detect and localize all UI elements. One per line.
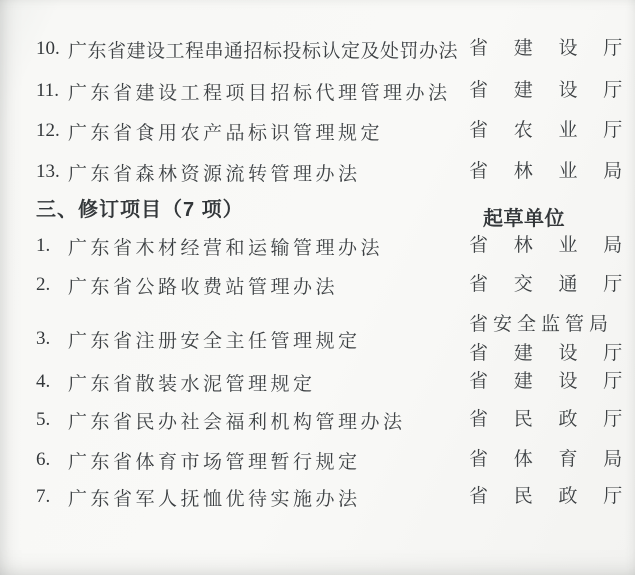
item-title: 广东省体育市场管理暂行规定 (68, 451, 361, 473)
item-title: 广东省公路收费站管理办法 (68, 276, 339, 298)
agency-line: 省 建 设 厅 (469, 343, 628, 364)
item-number: 12. (36, 120, 60, 141)
item-number: 1. (36, 235, 51, 256)
list-item (36, 310, 628, 368)
item-title: 广东省建设工程项目招标代理管理办法 (68, 82, 451, 104)
item-agency (469, 159, 628, 185)
agency-line: 省 建 设 厅 (469, 80, 628, 101)
item-agency (469, 78, 628, 104)
item-title: 广东省注册安全主任管理规定 (68, 330, 361, 352)
list-item (36, 272, 628, 298)
item-title: 广东省木材经营和运输管理办法 (68, 237, 384, 259)
item-title: 广东省散装水泥管理规定 (68, 373, 316, 395)
list-item (36, 233, 628, 259)
agency-line: 省 林 业 局 (469, 235, 628, 256)
agency-line: 省 交 通 厅 (469, 274, 628, 295)
item-agency (469, 36, 628, 62)
item-title: 广东省民办社会福利机构管理办法 (68, 411, 406, 433)
item-agency (469, 447, 628, 473)
item-number: 4. (36, 371, 51, 392)
item-agency (469, 310, 628, 368)
agency-line: 省安全监管局 (469, 314, 614, 335)
item-title: 广东省食用农产品标识管理规定 (68, 122, 384, 144)
item-number: 7. (36, 486, 51, 507)
item-number: 13. (36, 161, 60, 182)
column-header-drafting-unit: 起草单位 (483, 207, 565, 230)
agency-line: 省 建 设 厅 (469, 38, 628, 59)
agency-line: 省 体 育 局 (469, 449, 628, 470)
item-agency (469, 484, 628, 510)
agency-line: 省 建 设 厅 (469, 371, 628, 392)
item-number: 10. (36, 38, 60, 59)
item-agency (469, 118, 628, 144)
item-title: 广东省军人抚恤优待实施办法 (68, 488, 361, 510)
item-number: 5. (36, 409, 51, 430)
item-title: 广东省建设工程串通招标投标认定及处罚办法 (68, 40, 459, 62)
item-agency (469, 407, 628, 433)
section-heading: 三、修订项目（7 项） (36, 198, 244, 221)
list-item (36, 36, 628, 62)
agency-line: 省 林 业 局 (469, 161, 628, 182)
item-agency (469, 233, 628, 259)
item-number: 3. (36, 328, 51, 349)
agency-line: 省 民 政 厅 (469, 486, 628, 507)
item-number: 2. (36, 274, 51, 295)
list-item (36, 118, 628, 144)
list-item (36, 407, 628, 433)
list-item (36, 447, 628, 473)
item-agency (469, 272, 628, 298)
item-agency (469, 369, 628, 395)
section-heading-row (36, 192, 617, 230)
list-item (36, 369, 628, 395)
item-number: 6. (36, 449, 51, 470)
item-number: 11. (36, 80, 60, 101)
agency-line: 省 农 业 厅 (469, 120, 628, 141)
list-item (36, 484, 628, 510)
list-item (36, 159, 628, 185)
item-title: 广东省森林资源流转管理办法 (68, 163, 361, 185)
list-item (36, 78, 628, 104)
agency-line: 省 民 政 厅 (469, 409, 628, 430)
